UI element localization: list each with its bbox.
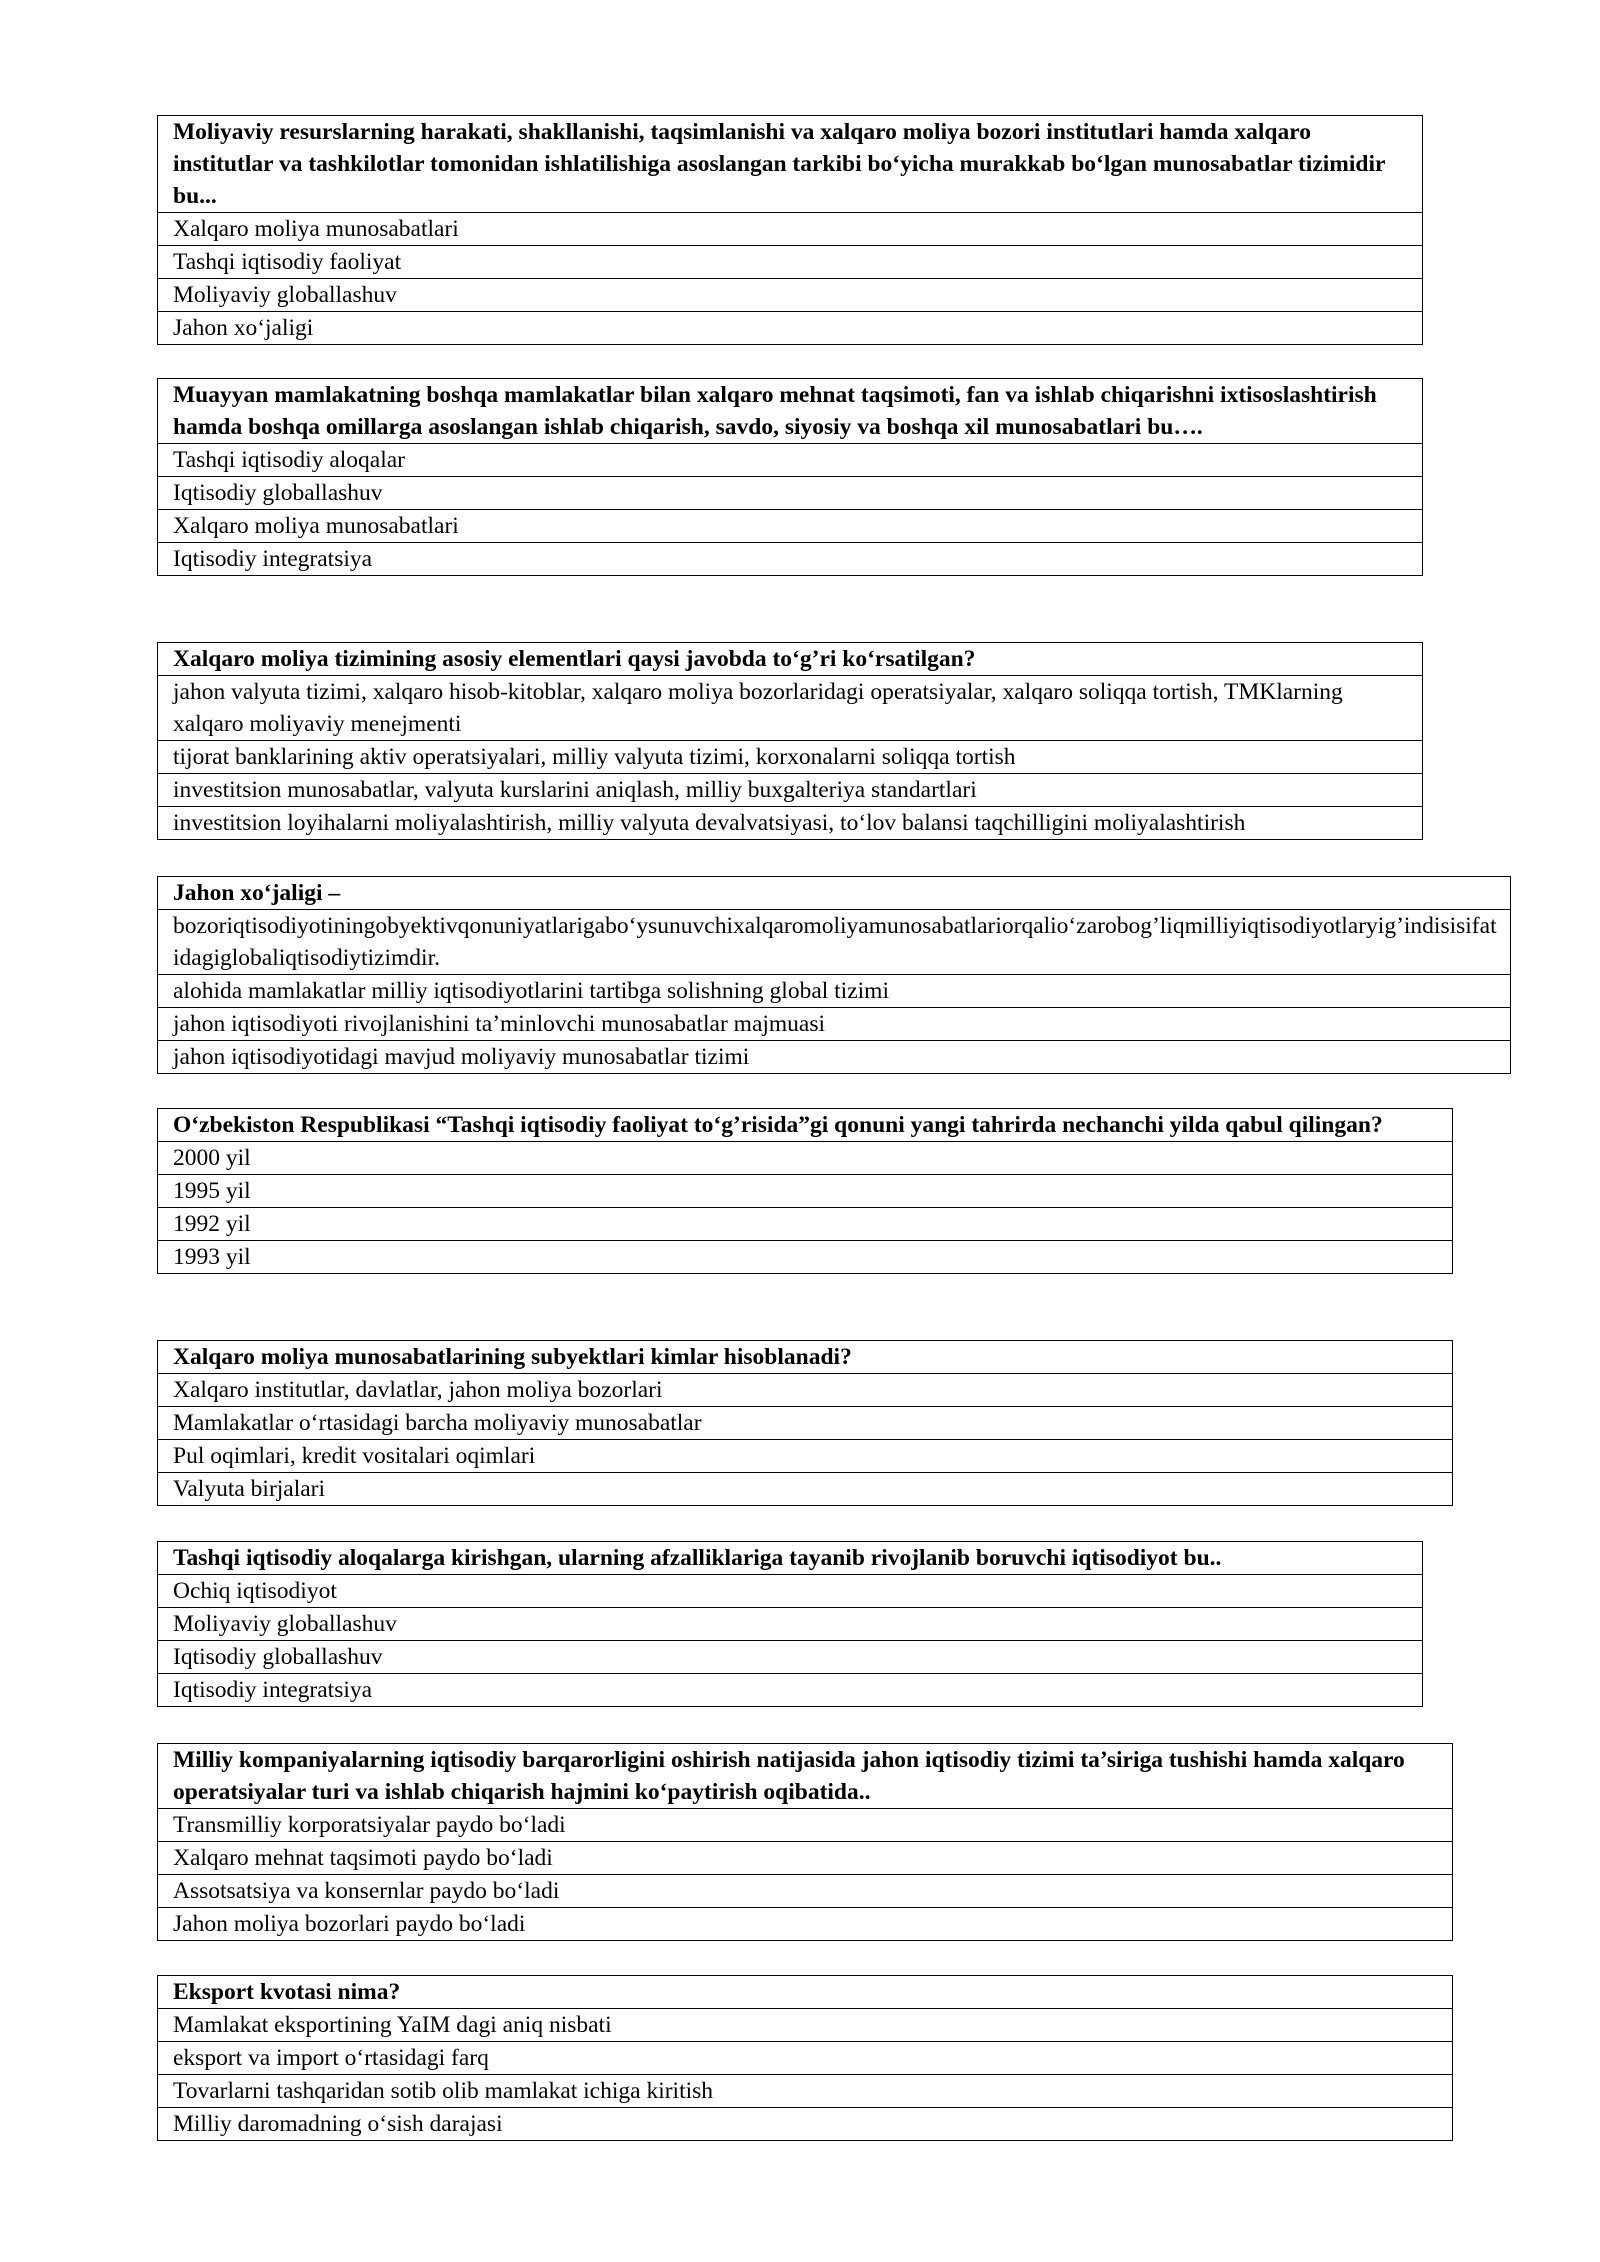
answer-option: Xalqaro moliya munosabatlari bbox=[158, 510, 1422, 543]
question-text: Xalqaro moliya munosabatlarining subyektlari kimlar hisoblanadi? bbox=[158, 1341, 1452, 1374]
answer-option: Mamlakat eksportining YaIM dagi aniq nisbati bbox=[158, 2009, 1452, 2042]
answer-option: Iqtisodiy integratsiya bbox=[173, 1677, 373, 1703]
answer-option: Tashqi iqtisodiy aloqalar bbox=[158, 444, 1422, 477]
question-block-5 bbox=[157, 1108, 1453, 1274]
question-block-8 bbox=[157, 1743, 1453, 1941]
question-block-6 bbox=[157, 1340, 1453, 1506]
question-text: Muayyan mamlakatning boshqa mamlakatlar bilan xalqaro mehnat taqsimoti, fan va ishlab chiqarishni ixtisoslashtirish hamda boshqa omillarga asoslangan ishlab chiqarish, savdo, siyosiy va boshqa xil munosabatlari bu…. bbox=[158, 379, 1422, 444]
answer-option: Moliyaviy globallashuv bbox=[158, 1608, 1422, 1641]
answer-option: Valyuta birjalari bbox=[173, 1476, 326, 1502]
answer-option: Jahon moliya bozorlari paydo bo‘ladi bbox=[173, 1911, 526, 1937]
answer-option: Milliy daromadning o‘sish darajasi bbox=[173, 2111, 503, 2137]
answer-option: Tovarlarni tashqaridan sotib olib mamlakat ichiga kiritish bbox=[158, 2075, 1452, 2108]
question-text: Jahon xo‘jaligi – bbox=[158, 877, 1510, 910]
answer-option: tijorat banklarining aktiv operatsiyalari, milliy valyuta tizimi, korxonalarni soliqqa tortish bbox=[158, 741, 1422, 774]
answer-option: jahon iqtisodiyoti rivojlanishini ta’minlovchi munosabatlar majmuasi bbox=[158, 1008, 1510, 1041]
question-block-7 bbox=[157, 1541, 1423, 1707]
answer-option: Moliyaviy globallashuv bbox=[158, 279, 1422, 312]
question-block-3 bbox=[157, 642, 1423, 840]
answer-option: eksport va import o‘rtasidagi farq bbox=[158, 2042, 1452, 2075]
answer-option: Iqtisodiy globallashuv bbox=[158, 1641, 1422, 1674]
answer-option: jahon iqtisodiyotidagi mavjud moliyaviy munosabatlar tizimi bbox=[173, 1044, 750, 1070]
answer-option: alohida mamlakatlar milliy iqtisodiyotlarini tartibga solishning global tizimi bbox=[158, 975, 1510, 1008]
answer-option: Xalqaro institutlar, davlatlar, jahon moliya bozorlari bbox=[158, 1374, 1452, 1407]
question-text: Eksport kvotasi nima? bbox=[158, 1976, 1452, 2009]
answer-option: Iqtisodiy integratsiya bbox=[173, 546, 373, 572]
answer-option: Tashqi iqtisodiy faoliyat bbox=[158, 246, 1422, 279]
question-text: Tashqi iqtisodiy aloqalarga kirishgan, ularning afzalliklariga tayanib rivojlanib boruvchi iqtisodiyot bu.. bbox=[158, 1542, 1422, 1575]
question-block-2 bbox=[157, 378, 1423, 576]
question-block-1 bbox=[157, 115, 1423, 345]
question-text: Xalqaro moliya tizimining asosiy elementlari qaysi javobda to‘g’ri ko‘rsatilgan? bbox=[158, 643, 1422, 676]
answer-option: 1992 yil bbox=[158, 1208, 1452, 1241]
answer-option: Pul oqimlari, kredit vositalari oqimlari bbox=[158, 1440, 1452, 1473]
answer-option: Jahon xo‘jaligi bbox=[173, 315, 314, 341]
answer-option: investitsion loyihalarni moliyalashtirish, milliy valyuta devalvatsiyasi, to‘lov balansi taqchilligini moliyalashtirish bbox=[173, 810, 1246, 836]
answer-option: Iqtisodiy globallashuv bbox=[158, 477, 1422, 510]
answer-option: bozoriqtisodiyotiningobyektivqonuniyatlarigabo‘ysunuvchixalqaromoliyamunosabatlariorqalio‘zarobog’liqmilliyiqtisodiyotlaryig’indisisifatidagiglobaliqtisodiytizimdir. bbox=[158, 910, 1510, 975]
answer-option: 1995 yil bbox=[158, 1175, 1452, 1208]
answer-option: 1993 yil bbox=[173, 1244, 251, 1270]
question-text: Milliy kompaniyalarning iqtisodiy barqarorligini oshirish natijasida jahon iqtisodiy tizimi ta’siriga tushishi hamda xalqaro operatsiyalar turi va ishlab chiqarish hajmini ko‘paytirish oqibatida.. bbox=[158, 1744, 1452, 1809]
answer-option: Xalqaro moliya munosabatlari bbox=[158, 213, 1422, 246]
answer-option: Transmilliy korporatsiyalar paydo bo‘ladi bbox=[158, 1809, 1452, 1842]
question-text: Moliyaviy resurslarning harakati, shakllanishi, taqsimlanishi va xalqaro moliya bozori institutlari hamda xalqaro institutlar va tashkilotlar tomonidan ishlatilishiga asoslangan tarkibi bo‘yicha murakkab bo‘lgan munosabatlar tizimidir bu... bbox=[158, 116, 1422, 213]
answer-option: investitsion munosabatlar, valyuta kurslarini aniqlash, milliy buxgalteriya standartlari bbox=[158, 774, 1422, 807]
answer-option: Mamlakatlar o‘rtasidagi barcha moliyaviy munosabatlar bbox=[158, 1407, 1452, 1440]
answer-option: Ochiq iqtisodiyot bbox=[158, 1575, 1422, 1608]
answer-option: 2000 yil bbox=[158, 1142, 1452, 1175]
answer-option: Xalqaro mehnat taqsimoti paydo bo‘ladi bbox=[158, 1842, 1452, 1875]
question-block-9 bbox=[157, 1975, 1453, 2141]
answer-option: jahon valyuta tizimi, xalqaro hisob-kitoblar, xalqaro moliya bozorlaridagi operatsiyalar, xalqaro soliqqa tortish, TMKlarning xalqaro moliyaviy menejmenti bbox=[158, 676, 1422, 741]
question-text: O‘zbekiston Respublikasi “Tashqi iqtisodiy faoliyat to‘g’risida”gi qonuni yangi tahrirda nechanchi yilda qabul qilingan? bbox=[158, 1109, 1452, 1142]
question-block-4 bbox=[157, 876, 1511, 1074]
answer-option: Assotsatsiya va konsernlar paydo bo‘ladi bbox=[158, 1875, 1452, 1908]
